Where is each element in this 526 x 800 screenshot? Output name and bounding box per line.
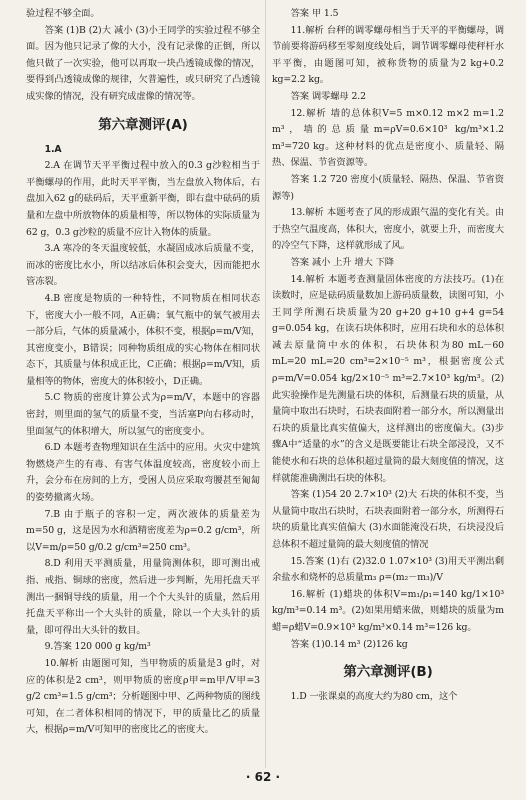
answer-line: 答案 减小 上升 增大 下降	[290, 256, 394, 268]
question-item: 7.B 由于瓶子的容积一定，两次液体的质量差为m=50 g，这是因为水和酒精密度差为ρ=0.2 g/cm³，所以V=m/ρ=50 g/0.2 g/cm³=250 cm³。	[26, 508, 260, 553]
question-item: 10.解析 由题图可知，当甲物质的质量是3 g时，对应的体积是2 cm³，则甲物质的密度ρ甲=m甲/V甲=3 g/2 cm³=1.5 g/cm³；分析题图中甲、乙两种物质的图线可知，在二者体积相同的情况下，甲的质量比乙的质量大，根据ρ=m/V可知甲的密度比乙的密度大。	[26, 657, 260, 736]
question-item: 3.A 寒冷的冬天温度较低，水凝固成冰后质量不变，而冰的密度比水小，所以结冰后体积会变大，因而能把水管冻裂。	[26, 243, 260, 288]
answer-line: 15.答案 (1)右 (2)32.0 1.07×10³ (3)用天平测出剩余盐水和烧杯的总质量m₃ ρ=(m₂－m₃)/V	[272, 555, 504, 584]
answer-line: 答案 (1)54 20 2.7×10³ (2)大 石块的体积不变，当从量筒中取出石块时，石块表面附着一部分水，所测得石块的质量比真实值偏大 (3)水面能淹没石块，石块浸没后总体积不超过量筒的最大刻度值的情况	[272, 489, 504, 550]
intro-line: 验过程不够全面。	[26, 8, 100, 19]
question-item: 6.D 本题考查物理知识在生活中的应用。火灾中建筑物燃烧产生的有毒、有害气体温度较高，密度较小而上升，会分布在房间的上方，受困人员应采取弯腰甚至匍匐的姿势撤离火场。	[26, 442, 260, 504]
intro-answer: 答案 (1)B (2)大 减小 (3)小王同学的实验过程不够全面。因为他只记录了像的大小，没有记录像的正倒，所以他只做了一次实验，他可以再取一块凸透镜成像的情况，要得到凸透镜成像的规律，欠普遍性，或只研究了凸透镜成实像的情况，没有研究成虚像的情况等。	[26, 24, 260, 102]
answer-line: 答案 (1)0.14 m³ (2)126 kg	[290, 638, 408, 650]
question-item: 14.解析 本题考查测量固体密度的方法技巧。(1)在读数时，应是砝码质量数加上游码质量数，读图可知，小王同学所测石块质量为20 g+20 g+10 g+4 g=54 g=0.054 kg，在读石块体积时，应用石块和水的总体积减去原量筒中水的体积，石块体积为80 mL－60 mL=20 mL=20 cm³=2×10⁻⁵ m³，根据密度公式ρ=m/V=0.054 kg/2×10⁻⁵ m³=2.7×10³ kg/m³。(2)此实验操作是先测量石块的体积，后测量石块的质量，从量筒中取出石块时，石块表面附着一部分水，所以测量出石块的质量比真实值偏大，这样测出的密度偏大。(3)步骤A中“适量的水”的含义是既要能让石块全部浸没，又不能使水和石块的总体积超过量筒的最大刻度值的情况，这样就能准确测出石块的体积。	[272, 273, 504, 484]
question-item: 8.D 利用天平测质量，用量筒测体积，即可测出戒指、戒指、铜球的密度，然后进一步判断，先用托盘天平测出一捆铜导线的质量，用一个个大头针的质量，然后用托盘天平称出一个大头针的质量，除以一个大头针的质量，即可得出大头针的数目。	[26, 558, 260, 636]
page-number: · 62 ·	[245, 770, 281, 784]
question-item: 4.B 密度是物质的一种特性，不同物质在相同状态下，密度大小一般不同，A正确；氧气瓶中的氧气被用去一部分后，气体的质量减小，体积不变，根据ρ=m/V知，其密度变小，B错误；同种物质组成的实心物体在相同状态下，其质量与体积成正比，C正确；根据ρ=m/V知，质量相等的物体，密度大的体积较小，D正确。	[26, 292, 260, 387]
question-item: 1.D 一张课桌的高度大约为80 cm，这个	[290, 691, 458, 703]
column-divider	[265, 0, 266, 768]
question-item: 9.答案 120 000 g kg/m³	[44, 641, 151, 653]
right-column	[272, 6, 504, 706]
answer-line: 答案 调零螺母 2.2	[290, 90, 366, 102]
section-heading-a: 第六章测评(A)	[98, 116, 188, 133]
answer-line: 答案 1.2 720 密度小(质量轻、隔热、保温、节省资源等)	[272, 173, 504, 202]
answer-line: 答案 甲 1.5	[290, 8, 339, 19]
question-item: 2.A 在调节天平平衡过程中放入的0.3 g沙粒相当于平衡螺母的作用，此时天平平衡，当左盘放入物体后，右盘加入62 g的砝码后，天平重新平衡，即右盘中砝码的质量和左盘中所放物体的质量相等，所以物体的实际质量为62 g，0.3 g沙粒的质量不应计入物体的质量。	[26, 160, 260, 238]
question-item: 13.解析 本题考查了风的形成跟气温的变化有关。由于热空气温度高，体积大，密度小，就要上升，而密度大的冷空气下降，这样就形成了风。	[272, 207, 504, 252]
question-item: 11.解析 台秤的调零螺母相当于天平的平衡螺母，调节前要将游码移至零刻度线处后，调节调零螺母使秤杆水平平衡，由题图可知，被称货物的质量为2 kg+0.2 kg=2.2 kg。	[272, 24, 504, 86]
question-item: 5.C 物质的密度计算公式为ρ=m/V，本题中的容器密封，则里面的氢气的质量不变，当活塞P向右移动时，里面氢气的体积增大，所以氢气的密度变小。	[26, 392, 260, 437]
question-item: 16.解析 (1)蜡块的体积V=m₁/ρ₁=140 kg/1×10³ kg/m³=0.14 m³。(2)如果用蜡来做，则蜡块的质量为m蜡=ρ蜡V=0.9×10³ kg/m³×0.14 m³=126 kg。	[272, 588, 504, 633]
section-heading-b: 第六章测评(B)	[343, 664, 433, 681]
left-column	[26, 6, 260, 739]
question-item: 1.A	[44, 143, 62, 155]
question-item: 12.解析 墙的总体积V=5 m×0.12 m×2 m=1.2 m³，墙的总质量m=ρV=0.6×10³ kg/m³×1.2 m³=720 kg。这种材料的优点是密度小、质量轻、隔热、保温、节省资源等。	[272, 107, 504, 169]
